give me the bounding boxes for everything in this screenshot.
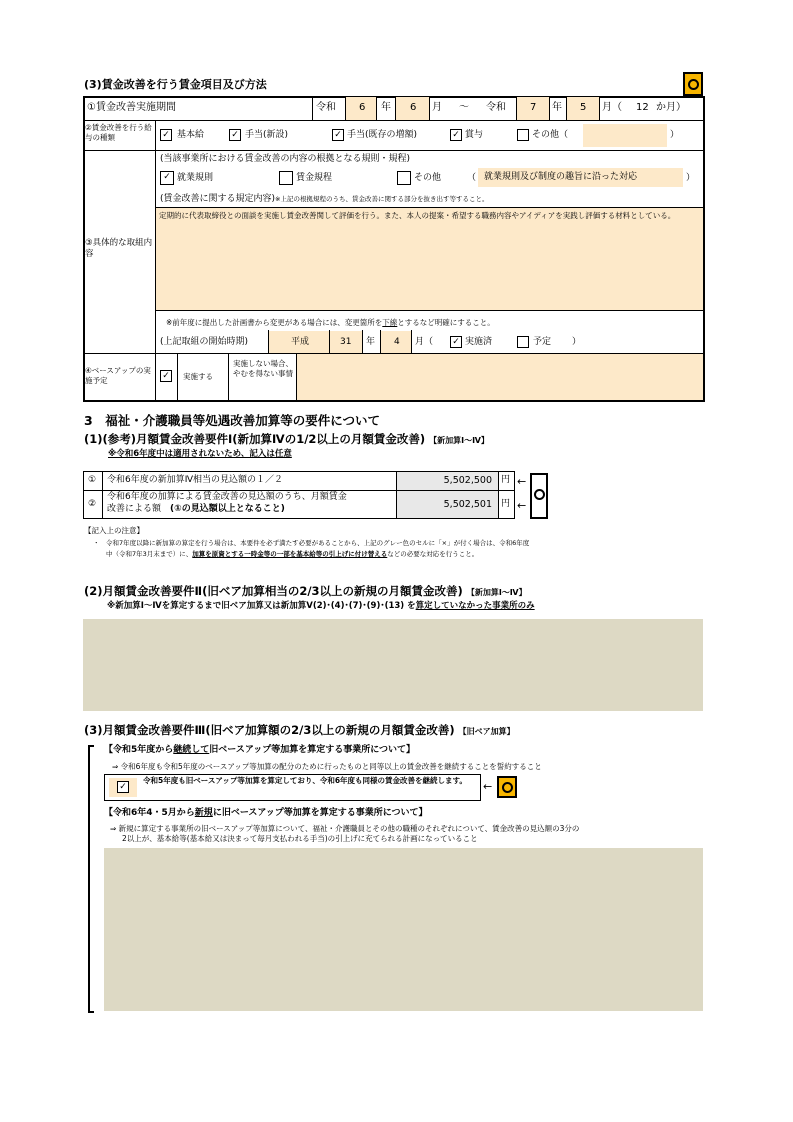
notice-head: 【記入上の注意】: [84, 526, 144, 535]
era-2: 令和: [486, 102, 506, 113]
sub2-title: (2)月額賃金改善要件Ⅱ(旧ベア加算相当の2/3以上の新規の月額賃金改善) 【新加算Ⅰ～Ⅳ】: [84, 584, 527, 598]
year-2-unit: 年: [552, 102, 562, 113]
status-indicator: [683, 72, 703, 96]
start-month-unit: 月（: [415, 337, 434, 347]
start-year-unit: 年: [366, 337, 376, 347]
cont-status-indicator: [497, 776, 517, 798]
circle-icon: [534, 489, 545, 500]
month-2-unit: 月（: [602, 102, 622, 113]
item-other-field[interactable]: [583, 124, 667, 147]
year-1-field[interactable]: 6: [346, 97, 376, 120]
item-label: ②賃金改善を行う給与の種類: [85, 123, 152, 142]
row2-value: 5,502,501: [397, 491, 498, 518]
rule-paren-open: （: [467, 173, 477, 183]
row1-unit: 円: [501, 475, 511, 485]
check-done[interactable]: ✓: [450, 336, 462, 348]
era-1: 令和: [316, 102, 336, 113]
year-1-unit: 年: [381, 102, 391, 113]
row1-text: 令和6年度の新加算Ⅳ相当の見込額の１／２: [107, 475, 284, 485]
change-note: ※前年度に提出した計画書から変更がある場合には、変更箇所を下線とするなど明確にすること。: [166, 318, 495, 327]
section-title-wage-method: (3)賃金改善を行う賃金項目及び方法: [84, 78, 267, 91]
check-planned[interactable]: [517, 336, 529, 348]
sub3-panel: [104, 848, 703, 1011]
row2-unit: 円: [501, 499, 511, 509]
section-3-heading: 3 福祉・介護職員等処遇改善加算等の要件について: [84, 413, 380, 428]
baseup-label: ④ベースアップの実施予定: [85, 366, 151, 385]
sub3-title: (3)月額賃金改善要件Ⅲ(旧ベア加算額の2/3以上の新規の月額賃金改善) 【旧ベア加算】: [84, 723, 515, 737]
rule-basis-label: (当該事業所における賃金改善の内容の根拠となる規則・規程): [160, 154, 411, 164]
check-work-rules[interactable]: ✓: [160, 171, 174, 185]
item-allow-inc-label: 手当(既存の増額): [347, 130, 418, 140]
item-bonus-label: 賞与: [465, 130, 484, 140]
item-base-label: 基本給: [177, 130, 205, 140]
result-box: [530, 473, 548, 519]
year-2-field[interactable]: 7: [517, 97, 549, 120]
circle-icon: [502, 782, 513, 793]
baseup-not-label: 実施しない場合、やむを得ない事情: [233, 359, 293, 379]
period-tilde: ～: [459, 102, 469, 113]
sub1-note: ※令和6年度中は適用されないため、記入は任意: [108, 449, 292, 459]
circle-icon: [688, 79, 699, 90]
check-baseup[interactable]: ✓: [160, 370, 172, 382]
new-note-2: 2以上が、基本給等(基本給又は決まって毎月支払われる手当)の引上げに充てられる計画になっていること: [122, 834, 478, 843]
row2-no: ②: [88, 499, 97, 509]
cont-box-text: 令和5年度も旧ベースアップ等加算を算定しており、令和6年度も同様の賃金改善を継続します。: [143, 776, 467, 785]
month-1-field[interactable]: 6: [396, 97, 429, 120]
check-wage-rules[interactable]: [279, 171, 293, 185]
check-base-pay[interactable]: ✓: [160, 129, 172, 141]
item-other-label: その他（: [532, 130, 569, 140]
months-count: 12: [636, 102, 649, 113]
cont-head: 【令和5年度から継続して旧ベースアップ等加算を算定する事業所について】: [104, 745, 416, 755]
concrete-label: ③具体的な取組内容: [85, 238, 153, 260]
row1-no: ①: [88, 475, 97, 485]
arrow-1: ←: [517, 475, 527, 488]
sub2-note: ※新加算Ⅰ～Ⅳを算定するまで旧ベア加算又は新加算Ⅴ(2)･(4)･(7)･(9)･(13) を算定していなかった事業所のみ: [107, 601, 535, 611]
new-head: 【令和6年4・5月から新規に旧ベースアップ等加算を算定する事業所について】: [104, 808, 428, 818]
start-label: (上記取組の開始時期): [160, 337, 249, 347]
rule-paren-close: ）: [686, 173, 696, 183]
row2-text: 令和6年度の加算による賃金改善の見込額のうち、月額賃金 改善による額 (①の見込額以上となること): [107, 492, 347, 514]
rule-wage-label: 賃金規程: [296, 173, 333, 183]
start-close-paren: ）: [572, 337, 582, 347]
rule-content-label: (賃金改善に関する規定内容)※上記の根拠規程のうち、賃金改善に関する部分を抜き出す等すること。: [160, 194, 489, 204]
notice-body-2: 中（令和7年3月末まで）に、加算を原資とする一時金等の一部を基本給等の引上げに付け替えるなどの必要な対応を行うこと。: [106, 550, 479, 558]
cont-pledge-box: [104, 774, 481, 801]
start-done-label: 実施済: [465, 337, 493, 347]
cont-check-cell[interactable]: [109, 778, 137, 797]
check-bonus[interactable]: ✓: [450, 129, 462, 141]
rule-other-label: その他: [414, 173, 442, 183]
item-allow-new-label: 手当(新設): [245, 130, 289, 140]
sub1-title: (1)(参考)月額賃金改善要件Ⅰ(新加算Ⅳの1/2以上の月額賃金改善) 【新加算Ⅰ～Ⅳ】: [84, 432, 489, 446]
rule-other-field[interactable]: 就業規則及び制度の趣旨に沿った対応: [478, 168, 683, 187]
new-note-1: ⇒ 新規に算定する事業所の旧ベースアップ等加算について、福祉・介護職員とその他の職種のそれぞれについて、賃金改善の見込額の3分の: [110, 824, 580, 833]
month-1-unit: 月: [432, 102, 442, 113]
rule-work-label: 就業規則: [177, 173, 214, 183]
content-textarea[interactable]: 定期的に代表取締役との面談を実施し賃金改善関して評価を行う。また、本人の提案・希望する職務内容やアイディアを実践し評価する材料としている。: [156, 207, 703, 311]
cont-note: ⇒ 令和6年度も令和5年度のベースアップ等加算の配分のために行ったものと同等以上の賃金改善を継続することを誓約すること: [112, 762, 542, 771]
check-rule-other[interactable]: [397, 171, 411, 185]
sub2-panel: [83, 619, 703, 711]
row1-value: 5,502,500: [397, 472, 498, 490]
notice-body-1: ・ 令和7年度以降に新加算の算定を行う場合は、本要件を必ず満たす必要があることから、上記のグレー色のセルに「×」が付く場合は、令和6年度: [93, 539, 530, 547]
arrow-2: ←: [517, 499, 527, 512]
check-other[interactable]: [517, 129, 529, 141]
baseup-do-label: 実施する: [183, 372, 213, 381]
start-era-field[interactable]: 平成: [269, 331, 329, 353]
start-plan-label: 予定: [533, 337, 552, 347]
start-month-field[interactable]: 4: [381, 331, 411, 353]
start-year-field[interactable]: 31: [330, 331, 362, 353]
check-allow-inc[interactable]: ✓: [332, 129, 344, 141]
months-unit: か月）: [656, 102, 686, 113]
month-2-field[interactable]: 5: [567, 97, 599, 120]
period-label: ①賃金改善実施期間: [87, 102, 176, 113]
item-close-paren: ）: [670, 130, 680, 140]
check-continue[interactable]: ✓: [117, 781, 129, 793]
check-allow-new[interactable]: ✓: [229, 129, 241, 141]
baseup-reason-field[interactable]: [297, 354, 703, 400]
arrow-3: ←: [483, 780, 493, 793]
